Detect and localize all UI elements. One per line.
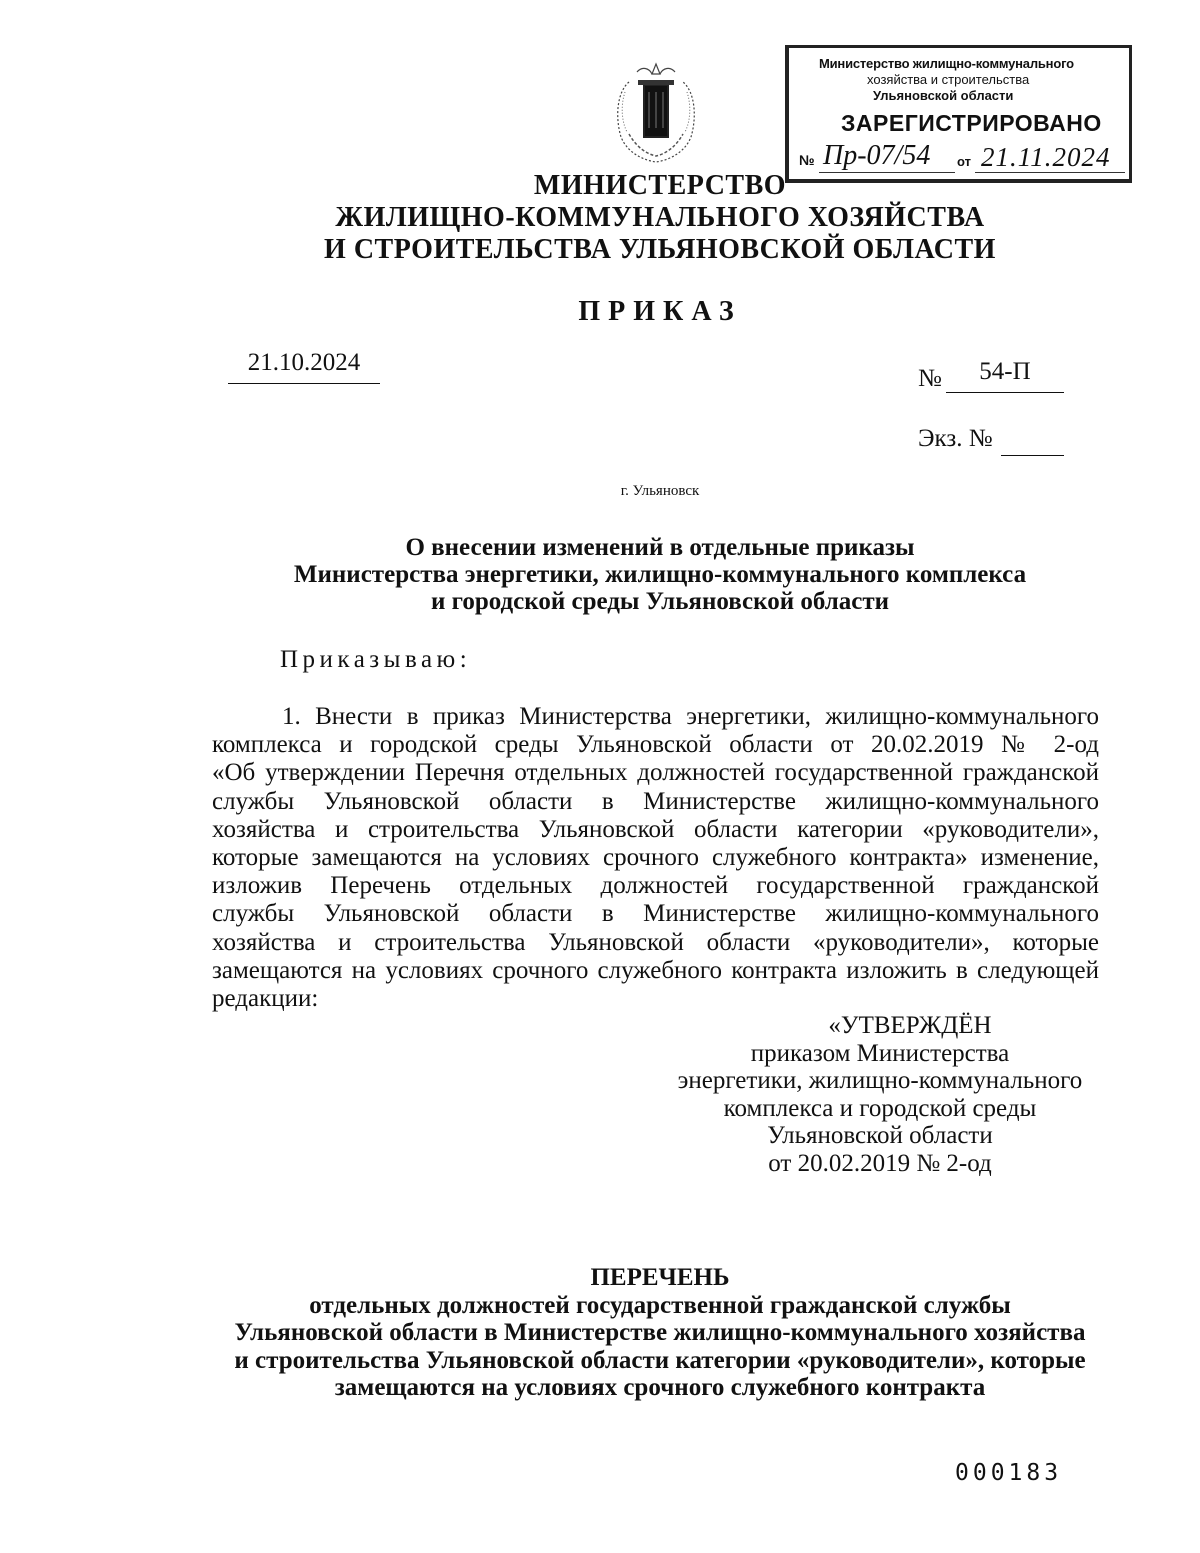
paragraph-line: которые замещаются на условиях срочного служебного контракта» изменение, [212,844,1099,872]
paragraph-line: хозяйства и строительства Ульяновской области «руководители», которые [212,928,1099,956]
paragraph-line: хозяйства и строительства Ульяновской области категории «руководители», [212,815,1099,843]
approval-line-5: Ульяновской области [767,1122,993,1149]
paragraph-line: редакции: [212,985,319,1013]
stamp-number-handwritten: Пр-07/54 [823,140,931,171]
paragraph-line: «Об утверждении Перечня отдельных должностей государственной гражданской [212,759,1099,787]
main-paragraph [212,703,1099,1013]
paragraph-line: изложив Перечень отдельных должностей государственной гражданской [212,872,1099,900]
approval-line-2: приказом Министерства [750,1039,1010,1067]
paragraph-line: замещаются на условиях срочного служебного контракта изложить в следующей [212,956,1099,984]
document-number: 54-П [979,358,1031,385]
approval-block [640,1012,1120,1177]
city: г. Ульяновск [620,483,700,499]
list-line-2: Ульяновской области в Министерстве жилищно-коммунального хозяйства [234,1319,1086,1346]
paragraph-line: службы Ульяновской области в Министерстве жилищно-коммунального [212,900,1099,928]
subject-line-1: О внесении изменений в отдельные приказы [405,534,915,561]
stamp-registered: ЗАРЕГИСТРИРОВАНО [841,110,1102,136]
subject-line-3: и городской среды Ульяновской области [430,588,890,615]
approval-line-6: от 20.02.2019 № 2-од [768,1149,992,1177]
list-line-1: отдельных должностей государственной гражданской службы [309,1291,1011,1319]
document-number-label: № [918,365,942,392]
date-underline [228,383,380,384]
list-line-3: и строительства Ульяновской области категории «руководители», которые [234,1346,1086,1374]
stamp-date-label: от [957,154,971,169]
stamp-line-1: Министерство жилищно-коммунального [819,56,1074,71]
list-title-block [0,1264,1200,1402]
document-date: 21.10.2024 [247,349,361,376]
copy-number-underline [1001,455,1064,456]
stamp-date-handwritten: 21.11.2024 [981,142,1111,172]
stamp-line-3: Ульяновской области [873,88,1014,103]
stamp-line-2: хозяйства и строительства [867,72,1030,87]
stamp-number-label: № [799,152,815,168]
order-word: Приказываю: [280,646,472,673]
registration-stamp [785,45,1132,183]
paragraph-line: комплекса и городской среды Ульяновской области от 20.02.2019 № 2-од [212,731,1099,759]
approval-line-1: «УТВЕРЖДЁН [828,1012,992,1039]
number-underline [946,392,1064,393]
coat-of-arms-icon [607,62,705,166]
page-number: 000183 [955,1460,1063,1486]
ministry-title-line-3: И СТРОИТЕЛЬСТВА УЛЬЯНОВСКОЙ ОБЛАСТИ [324,234,996,265]
ministry-title-line-2: ЖИЛИЩНО-КОММУНАЛЬНОГО ХОЗЯЙСТВА [335,202,985,233]
approval-line-4: комплекса и городской среды [723,1094,1037,1122]
list-title: ПЕРЕЧЕНЬ [590,1264,730,1291]
paragraph-line: службы Ульяновской области в Министерстве жилищно-коммунального [212,787,1099,815]
document-type: ПРИКАЗ [578,296,742,327]
subject-line-2: Министерства энергетики, жилищно-коммунального комплекса [293,561,1027,588]
approval-line-3: энергетики, жилищно-коммунального [677,1067,1083,1094]
list-line-4: замещаются на условиях срочного служебного контракта [334,1374,986,1401]
ministry-title-line-1: МИНИСТЕРСТВО [533,170,787,201]
document-subject [0,534,1200,615]
paragraph-line: 1. Внести в приказ Министерства энергетики, жилищно-коммунального [282,703,1099,730]
copy-number-label: Экз. № [918,425,993,452]
